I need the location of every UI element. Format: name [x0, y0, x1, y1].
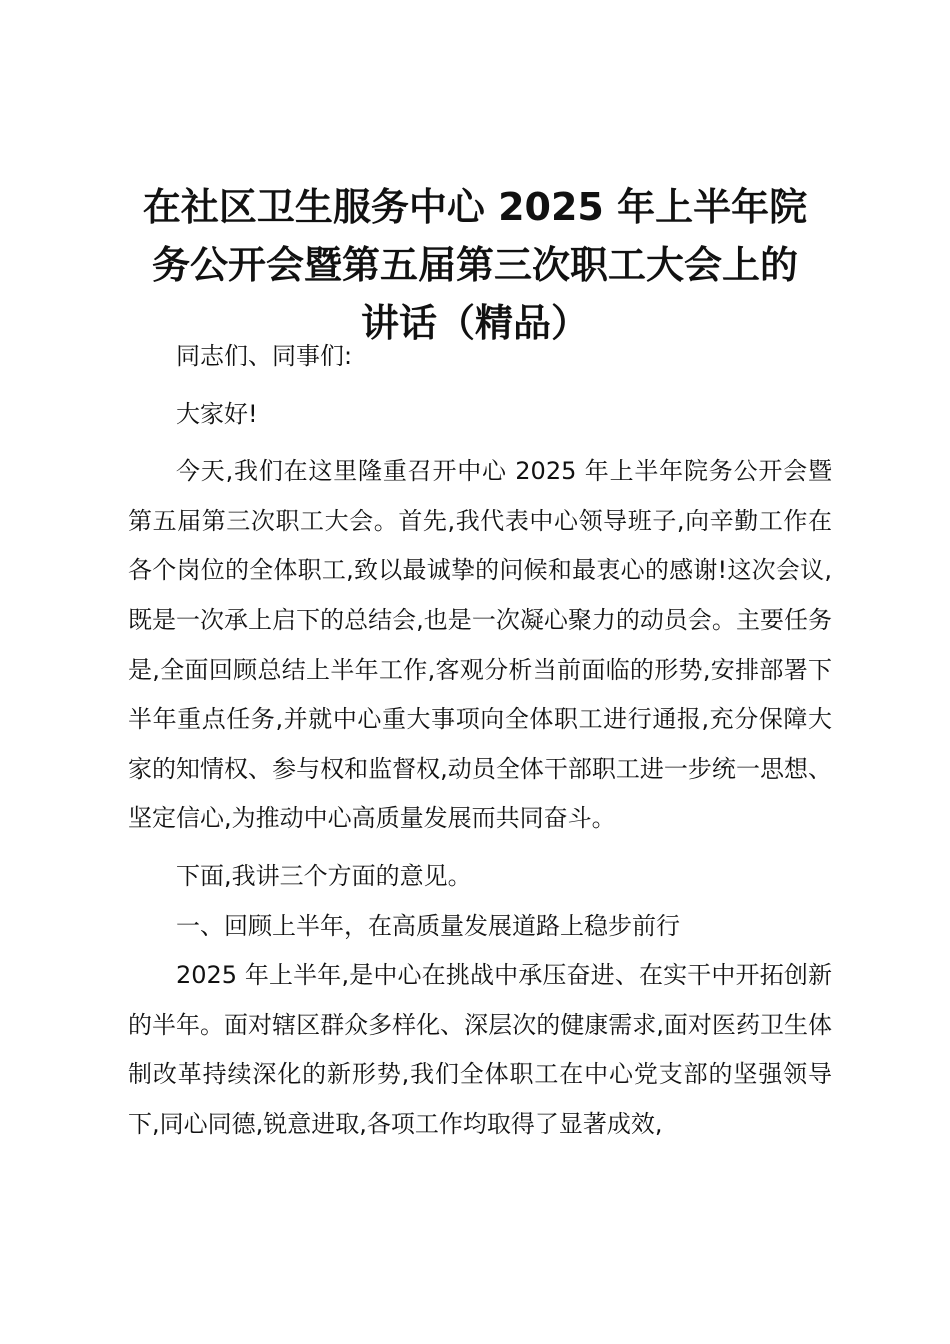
title-line-3: 讲话（精品）	[360, 301, 589, 345]
salutation-paragraph: 同志们、同事们:	[176, 342, 353, 370]
document-title	[120, 178, 830, 352]
title-line-2: 务公开会暨第五届第三次职工大会上的	[151, 243, 798, 287]
title-line-1: 在社区卫生服务中心 2025 年上半年院	[142, 185, 808, 229]
document-body	[128, 332, 832, 1150]
intro-paragraph: 今天,我们在这里隆重召开中心 2025 年上半年院务公开会暨第五届第三次职工大会。首先,我代表中心领导班子,向辛勤工作在各个岗位的全体职工,致以最诚挚的问候和最衷心的感谢!这次会议,既是一次承上启下的总结会,也是一次凝心聚力的动员会。主要任务是,全面回顾总结上半年工作,客观分析当前面临的形势,安排部署下半年重点任务,并就中心重大事项向全体职工进行通报,充分保障大家的知情权、参与权和监督权,动员全体干部职工进一步统一思想、坚定信心,为推动中心高质量发展而共同奋斗。	[128, 457, 832, 833]
section-heading-1: 一、回顾上半年，在高质量发展道路上稳步前行	[176, 911, 680, 940]
outline-paragraph: 下面,我讲三个方面的意见。	[176, 861, 472, 890]
greeting-paragraph: 大家好!	[176, 399, 258, 428]
section-1-paragraph: 2025 年上半年,是中心在挑战中承压奋进、在实干中开拓创新的半年。面对辖区群众多样化、深层次的健康需求,面对医药卫生体制改革持续深化的新形势,我们全体职工在中心党支部的坚强领导下,同心同德,锐意进取,各项工作均取得了显著成效,	[128, 961, 832, 1138]
